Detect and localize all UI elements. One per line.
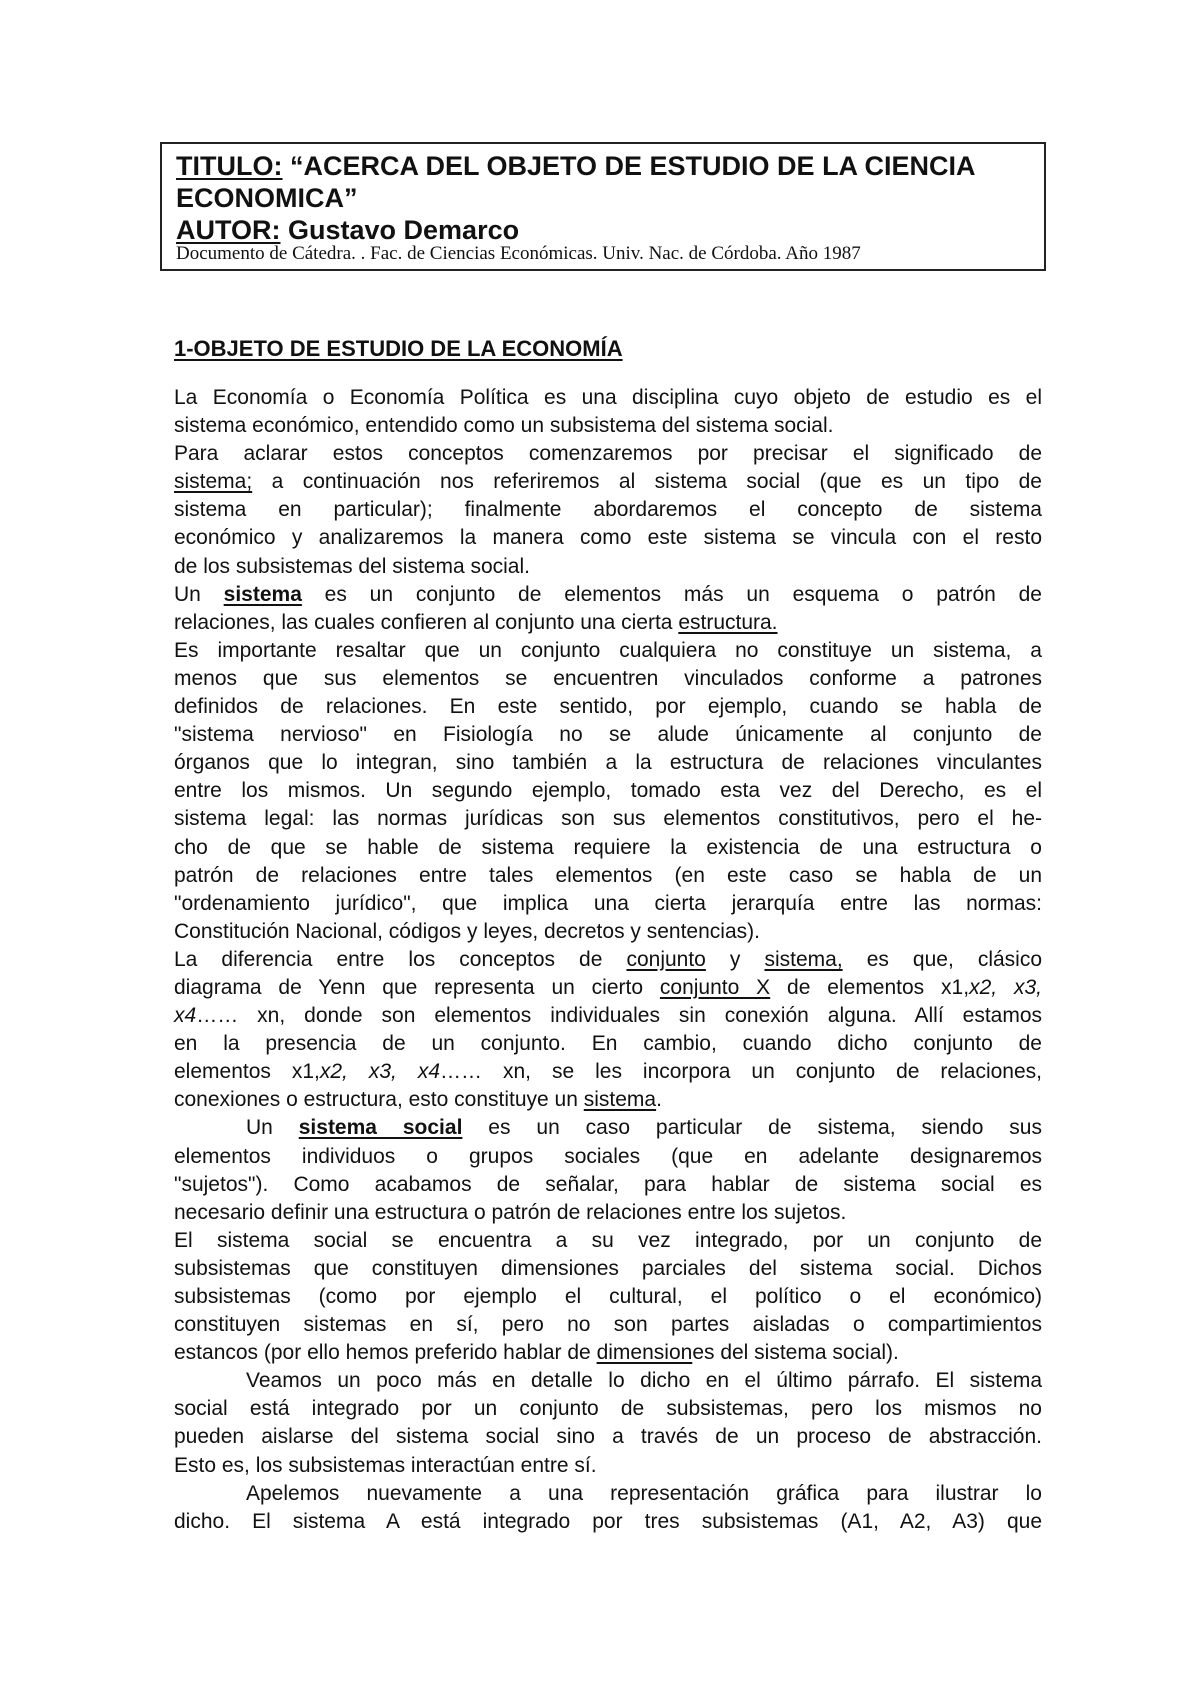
text-line: órganos que lo integran, sino también a la estructura de relaciones vinculantes (174, 751, 1042, 775)
text-line: económico y analizaremos la manera como este sistema se vincula con el resto (174, 526, 1042, 550)
text-line: necesario definir una estructura o patrón de relaciones entre los sujetos. (174, 1200, 847, 1224)
text-fragment: es un conjunto de elementos más un esquema o patrón de (301, 582, 1042, 606)
author-label: AUTOR: (176, 215, 281, 245)
text-fragment: Un (246, 1116, 299, 1140)
text-line: social está integrado por un conjunto de subsistemas, pero los mismos no (174, 1397, 1042, 1421)
text-line: sistema legal: las normas jurídicas son sus elementos constitutivos, pero el he- (174, 807, 1042, 831)
text-line: en la presencia de un conjunto. En cambio, cuando dicho conjunto de (174, 1032, 1042, 1056)
text-line: elementos individuos o grupos sociales (que en adelante designaremos (174, 1144, 1042, 1168)
author-name: Gustavo Demarco (280, 215, 520, 245)
text-line: sistema en particular); finalmente abordaremos el concepto de sistema (174, 498, 1042, 522)
text-line: Constitución Nacional, códigos y leyes, decretos y sentencias). (174, 919, 760, 943)
text-line (174, 974, 1042, 1002)
text-line: La Economía o Economía Política es una disciplina cuyo objeto de estudio es el (174, 386, 1042, 409)
key-term: sistema social (298, 1116, 463, 1140)
text-line: sistema económico, entendido como un subsistema del sistema social. (174, 414, 834, 438)
text-fragment: Un (174, 582, 224, 606)
body-text (174, 384, 1042, 1536)
key-term: conjunto (626, 947, 706, 971)
text-fragment: conexiones o estructura, esto constituye un (174, 1088, 584, 1112)
document-header-box (160, 142, 1046, 271)
text-line (174, 1339, 1042, 1367)
text-line: Veamos un poco más en detalle lo dicho en el último párrafo. El sistema (246, 1369, 1042, 1393)
text-line: de los subsistemas del sistema social. (174, 554, 530, 578)
text-line: constituyen sistemas en sí, pero no son partes aisladas o compartimientos (174, 1313, 1042, 1337)
title-text: “ACERCA DEL OBJETO DE ESTUDIO DE LA CIENCIA (282, 151, 976, 181)
text-line: "ordenamiento jurídico", que implica una cierta jerarquía entre las normas: (174, 891, 1042, 915)
key-term: sistema, (764, 947, 843, 971)
key-term: conjunto X (659, 975, 771, 999)
key-term: dimension (596, 1341, 693, 1365)
text-fragment: a continuación nos referiremos al sistema social (que es un tipo de (252, 470, 1042, 494)
section-heading: 1-OBJETO DE ESTUDIO DE LA ECONOMÍA (174, 336, 623, 361)
text-line: El sistema social se encuentra a su vez integrado, por un conjunto de (174, 1228, 1042, 1252)
text-line: subsistemas (como por ejemplo el cultural, el político o el económico) (174, 1285, 1042, 1308)
title-label: TITULO: (176, 151, 283, 181)
text-fragment: elementos x1, (174, 1060, 320, 1084)
text-line (174, 609, 1042, 637)
text-line: dicho. El sistema A está integrado por tres subsistemas (A1, A2, A3) que (174, 1509, 1042, 1533)
text-fragment: relaciones, las cuales confieren al conjunto una cierta (174, 610, 679, 634)
document-byline: Documento de Cátedra. . Fac. de Ciencias Económicas. Univ. Nac. de Córdoba. Año 1987 (176, 243, 861, 264)
text-line (174, 581, 1042, 609)
italic-fragment: x2, x3, (969, 975, 1042, 999)
text-line: patrón de relaciones entre tales elementos (en este caso se habla de un (174, 863, 1042, 887)
text-line: entre los mismos. Un segundo ejemplo, tomado esta vez del Derecho, es el (174, 779, 1042, 803)
key-term: estructura. (678, 610, 778, 634)
text-line (174, 1086, 1042, 1114)
text-line: menos que sus elementos se encuentren vinculados conforme a patrones (174, 666, 1042, 690)
text-fragment: y (705, 947, 765, 971)
italic-fragment: x4 (174, 1004, 197, 1028)
text-fragment: de elementos x1, (770, 975, 970, 999)
text-line (174, 468, 1042, 496)
text-line: Apelemos nuevamente a una representación gráfica para ilustrar lo (246, 1481, 1042, 1505)
text-fragment: estancos (por ello hemos preferido hablar de (174, 1341, 597, 1365)
author-line (176, 214, 1030, 246)
text-fragment: …… xn, se les incorpora un conjunto de relaciones, (440, 1060, 1042, 1084)
text-line: pueden aislarse del sistema social sino a través de un proceso de abstracción. (174, 1425, 1042, 1449)
text-line: subsistemas que constituyen dimensiones parciales del sistema social. Dichos (174, 1256, 1042, 1280)
text-line (174, 1058, 1042, 1086)
text-line: "sistema nervioso" en Fisiología no se alude únicamente al conjunto de (174, 723, 1042, 747)
text-line: Es importante resaltar que un conjunto cualquiera no constituye un sistema, a (174, 638, 1042, 662)
title-line-1 (176, 150, 1030, 182)
text-line: Para aclarar estos conceptos comenzaremos por precisar el significado de (174, 442, 1042, 466)
text-fragment: …… xn, donde son elementos individuales sin conexión alguna. Allí estamos (196, 1004, 1042, 1028)
key-term: sistema (583, 1088, 657, 1112)
text-line (174, 1114, 1042, 1142)
title-line-2: ECONOMICA” (176, 183, 358, 213)
text-line: definidos de relaciones. En este sentido, por ejemplo, cuando se habla de (174, 695, 1042, 719)
key-term: sistema (223, 582, 302, 606)
text-fragment: diagrama de Yenn que representa un cierto (174, 975, 660, 999)
key-term: sistema; (174, 470, 253, 494)
text-line: Esto es, los subsistemas interactúan entre sí. (174, 1453, 597, 1477)
text-fragment: es que, clásico (842, 947, 1043, 971)
text-fragment: es del sistema social). (692, 1341, 899, 1365)
text-fragment: . (656, 1088, 662, 1112)
text-fragment: La diferencia entre los conceptos de (174, 947, 627, 971)
italic-fragment: x2, x3, x4 (319, 1060, 441, 1084)
text-line: "sujetos"). Como acabamos de señalar, para hablar de sistema social es (174, 1172, 1042, 1196)
text-line (174, 1002, 1042, 1030)
text-line (174, 946, 1042, 974)
text-fragment: es un caso particular de sistema, siendo sus (462, 1116, 1042, 1140)
text-line: cho de que se hable de sistema requiere la existencia de una estructura o (174, 835, 1042, 859)
